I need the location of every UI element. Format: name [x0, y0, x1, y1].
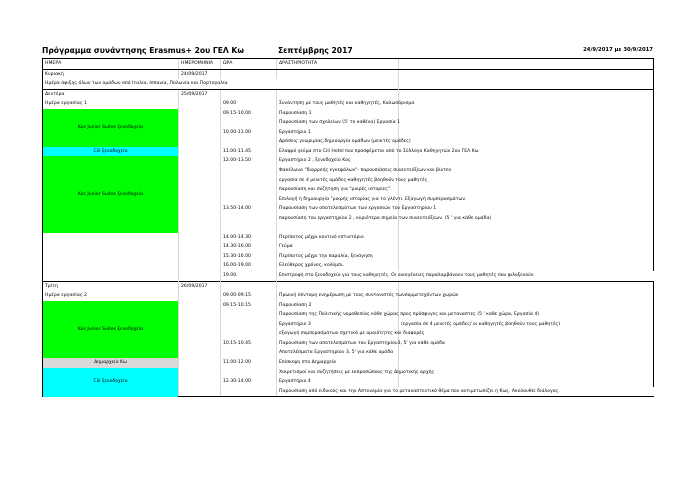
- date-cell: 24/09/2017: [179, 69, 221, 79]
- schedule-table: [42, 58, 654, 397]
- table-row: [43, 301, 654, 311]
- table-row: [43, 99, 654, 109]
- activity-cell: Συνάντηση με τους μαθητές και καθηγητές, Καλωσόρισμα: [277, 99, 399, 109]
- activity-cell: Εργαστήριο 4: [277, 377, 399, 387]
- time-cell: 10.15-10.45: [221, 339, 277, 349]
- sheet-header: [42, 46, 653, 57]
- place-hotel-green: Kos Junior Suites ξενοδοχείο: [43, 301, 179, 358]
- activity-cell: Περίπατος μέχρι κοντινό εστιατόριο: [277, 233, 399, 243]
- day-cell: Κυριακή: [43, 69, 179, 79]
- activity-cell: Ημέρα άφιξης όλων των ομάδων από Ιταλία, Ισπανία, Πολωνία και Πορτογαλία: [43, 79, 399, 89]
- table-row: [43, 147, 654, 157]
- activity-cell: εξαγωγή συμπερασμάτων σχετικά με ομοιότητες και διαφορές: [277, 329, 399, 339]
- activity-cell: Παρουσίαση 1: [277, 109, 399, 119]
- day-cell: Ημέρα εργασίας 1: [43, 99, 179, 109]
- column-header-row: [43, 59, 654, 70]
- activity-cell: Παρουσίαση των σχολείων (5' το καθένα) Εργασία 1: [277, 118, 399, 128]
- time-cell: 12.30-14.00: [221, 377, 277, 387]
- activity-cell: Γεύμα: [277, 242, 399, 252]
- activity-cell: Επίσκεψη στο Δημαρχείο: [277, 358, 399, 368]
- time-cell: 15.30-16.00: [221, 252, 277, 262]
- document-title: Πρόγραμμα συνάντησης Erasmus+ 2ου ΓΕΛ Κω: [42, 46, 244, 55]
- column-header-day: ΗΜΕΡΑ: [43, 59, 179, 70]
- table-row: [43, 358, 654, 368]
- time-cell: 14.00-14.30: [221, 233, 277, 243]
- column-header-date: ΗΜΕΡΟΜΗΝΙΑ: [179, 59, 221, 70]
- table-row: [43, 69, 654, 79]
- table-row: [43, 368, 654, 378]
- table-row: [43, 281, 654, 291]
- time-cell: 09.15-10.15: [221, 301, 277, 311]
- table-row: [43, 291, 654, 301]
- activity-cell: Επιλογή ή δημιουργία "μικρής ιστορίας για το γλέντι. Εξαγωγή συμπερασμάτων.: [277, 195, 399, 205]
- date-cell: 25/09/2017: [179, 89, 221, 99]
- time-cell: 14.30-16.00: [221, 242, 277, 252]
- time-cell: 10.00-11.00: [221, 128, 277, 138]
- place-hotel-green: Kos Junior Suites ξενοδοχείο: [43, 109, 179, 147]
- day-cell: Τρίτη: [43, 281, 179, 291]
- table-row: [43, 109, 654, 119]
- time-cell: 16.00-19.00: [221, 261, 277, 271]
- column-header-activity: ΔΡΑΣΤΗΡΙΟΤΗΤΑ: [277, 59, 399, 70]
- date-cell: 26/09/2017: [179, 281, 221, 291]
- activity-cell: παρουσίαση του εργαστηρίου 2 , κυριότερα σημεία των συνεντεύξεων. (5 ' για κάθε ομάδα): [277, 214, 399, 224]
- time-cell: 19.00.: [221, 271, 277, 281]
- table-row: [43, 156, 654, 166]
- activity-cell: εργασία σε 4 μεικτές ομάδες-καθηγητές βοηθούν τους μαθητές: [277, 176, 399, 186]
- time-cell: 09.15-10.00: [221, 109, 277, 119]
- activity-cell: Δράσεις γνωριμίας,δημιουργία ομάδων (μεικτές ομάδες): [277, 137, 399, 147]
- time-cell: 11.00-12.00: [221, 358, 277, 368]
- day-cell: Ημέρα εργασίας 2: [43, 291, 179, 301]
- place-town-hall: Δημαρχείο Κω: [43, 358, 179, 368]
- place-hotel-cyan: Cili ξενοδοχείο: [43, 368, 179, 397]
- table-row: [43, 261, 654, 271]
- activity-cell: Αποτελέσματα Εργαστηρίου 3, 5' για κάθε ομάδα: [277, 348, 399, 358]
- time-cell: 13.50-14.00: [221, 204, 277, 214]
- time-cell: 09.00: [221, 99, 277, 109]
- table-row: [43, 79, 654, 89]
- activity-cell: Χαιρετισμοί και συζητήσεις με εκπροσώπους της Δημοτικής αρχής: [277, 368, 399, 378]
- activity-cell: Επιστροφή στο ξενοδοχείο για τους καθηγητές. Οι οικογένειες παραλαμβάνουν τους μαθητές που φιλοξενούν.: [277, 271, 654, 281]
- time-cell: 11.00-11.45: [221, 147, 277, 157]
- place-hotel-green: Kos Junior Suites ξενοδοχείο: [43, 156, 179, 232]
- activity-cell: Παρουσίαση των αποτελεσμάτων του Εργαστηρίου3, 5' για κάθε ομάδα: [277, 339, 399, 349]
- table-row: [43, 242, 654, 252]
- activity-cell: Παρουσίαση 2: [277, 301, 399, 311]
- table-row: [43, 89, 654, 99]
- time-cell: 09.00-09.15: [221, 291, 277, 301]
- activity-cell: Φακέλωνα "διαρροής εγκεφάλων"- παρουσιάσεις συνεντεύξεων και βίντεο: [277, 166, 399, 176]
- activity-cell: παρουσίαση και συζήτηση για "μικρές ιστορίες".: [277, 185, 399, 195]
- activity-cell: Ελαφρύ γεύμα στο Cili Hotel που προσφέρεται από το Σύλλογο Καθηγητών 2ου ΓΕΛ Κω: [277, 147, 399, 157]
- activity-cell: Εργαστήριο 3: [277, 320, 399, 330]
- date-range: 24/9/2017 με 30/9/2017: [583, 47, 653, 53]
- activity-cell: Εργαστήριο 1: [277, 128, 399, 138]
- activity-cell: Εργαστήριο 2 , ξενοδοχείο Κος: [277, 156, 399, 166]
- time-cell: 12.00-13.50: [221, 156, 277, 166]
- table-row: [43, 252, 654, 262]
- place-hotel-cyan: Cili ξενοδοχείο: [43, 147, 179, 157]
- activity-cell: Ελεύθερος χρόνος, κολύμπι.: [277, 261, 399, 271]
- activity-cell: Παρουσίαση της Πολιτικής νομοθεσίας κάθε χώρας προς πρόσφυγες και μεταναστες (5 ' καθε χώρα, Εργασία 4): [277, 310, 399, 320]
- activity-cell: Πρωινή σύντομη ενημέρωση με τους συντονιστές τωνσυμμετεχόντων χωρών: [277, 291, 399, 301]
- column-header-time: ΩΡΑ: [221, 59, 277, 70]
- activity-cell: Παρουσίαση των αποτελεσμάτων των εργασιών του Εργαστηρίου 1: [277, 204, 399, 214]
- table-row: [43, 271, 654, 281]
- day-cell: Δευτέρα: [43, 89, 179, 99]
- table-row: [43, 233, 654, 243]
- activity-cell: Παρουσίαση από ειδικούς και την Αστυνομία για το μεταναστευτικό θέμα που αντιμετωπίζει η Κως. Ακολουθεί διάλογος.: [277, 387, 654, 397]
- activity-cell: Περίπατος μέχρι την παραλία, ξενάγηση: [277, 252, 399, 262]
- activity-note-cell: (εργασία σε 4 μεικτές ομάδες/ οι καθηγητές βοηθούν τους μαθητές): [399, 320, 654, 330]
- month-label: Σεπτέμβρης 2017: [278, 46, 353, 55]
